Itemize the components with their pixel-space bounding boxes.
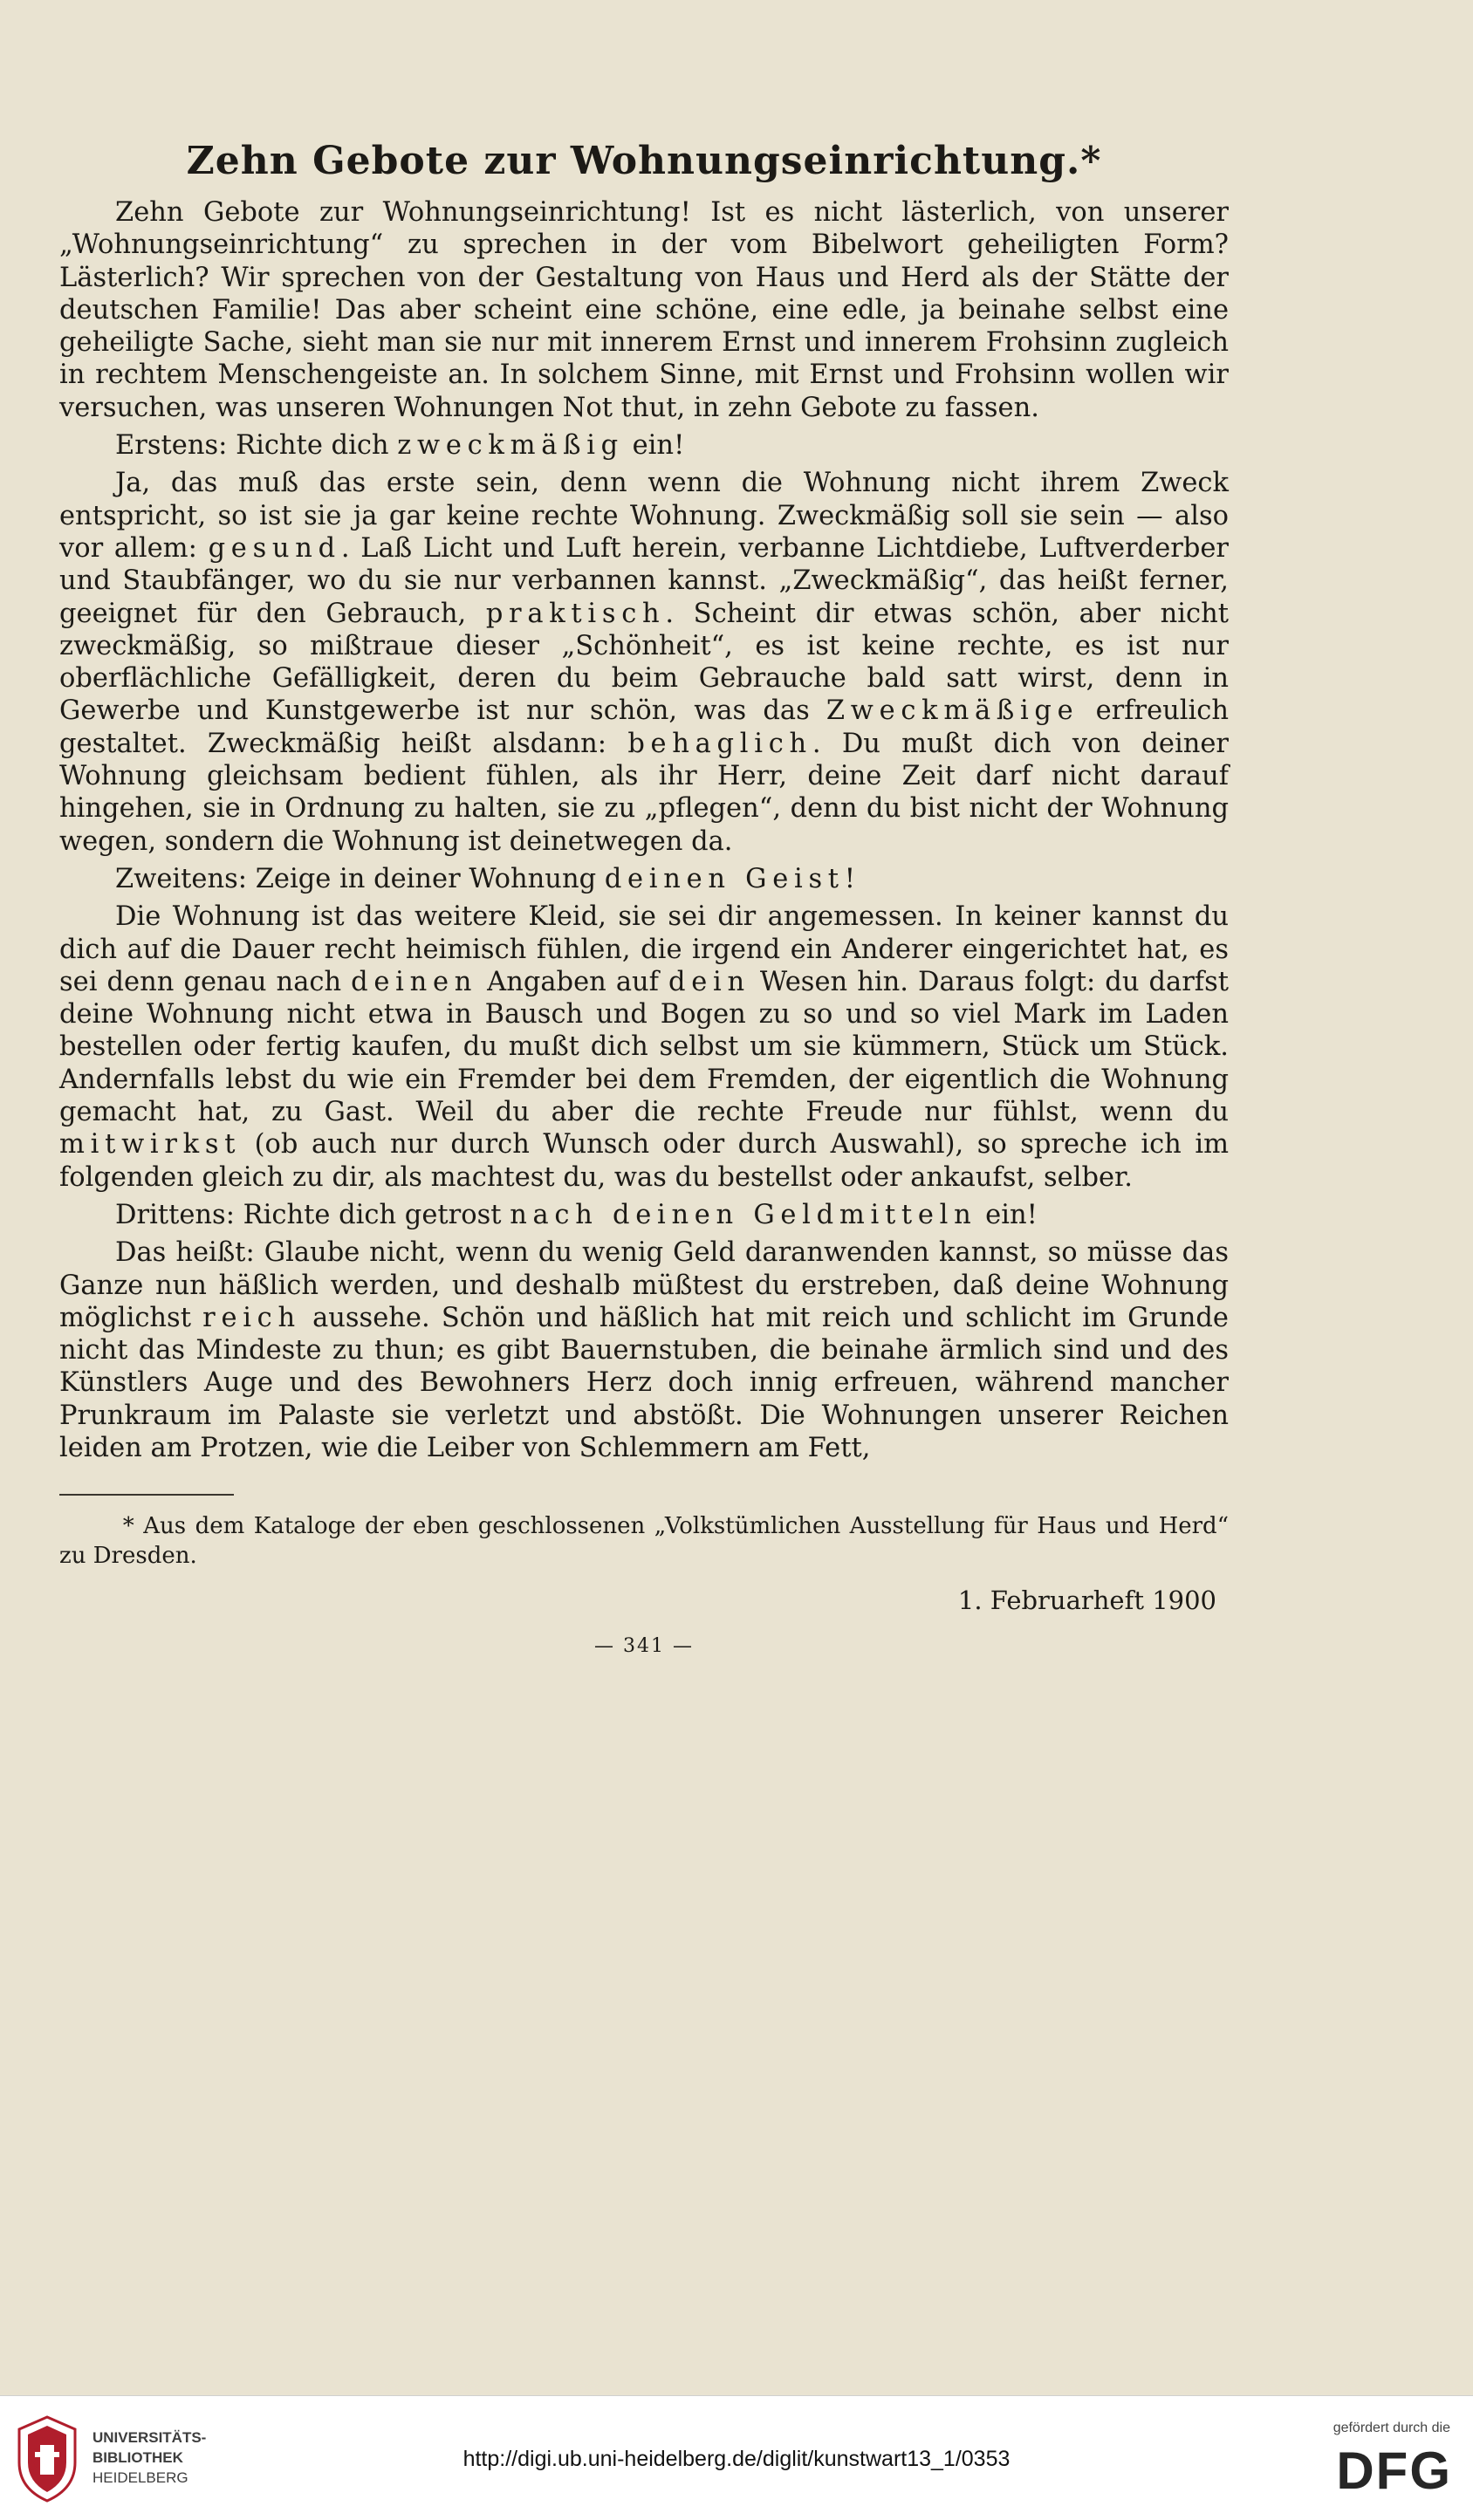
emphasis-text: mitwirkst [59, 1129, 242, 1161]
first-commandment-paragraph [59, 467, 1229, 858]
issue-date: 1. Februarheft 1900 [957, 1585, 1216, 1615]
institution-line: HEIDELBERG [92, 2469, 188, 2486]
footnote-divider [59, 1494, 234, 1496]
footnote: * Aus dem Kataloge der eben geschlossenen „Volkstümlichen Ausstellung für Haus und Herd“ zu Dresden. [59, 1512, 1229, 1569]
intro-paragraph: Zehn Gebote zur Wohnungseinrichtung! Ist es nicht lästerlich, von unserer „Wohnungseinrichtung“ zu sprechen in der vom Bibelwort geheiligten Form? Lästerlich? Wir sprechen von der Gestaltung von Haus und Herd als der Stätte der deutschen Familie! Das aber scheint eine schöne, eine edle, ja beinahe selbst eine geheiligte Sache, sieht man sie nur mit innerem Ernst und innerem Frohsinn zugleich in rechtem Menschengeiste an. In solchem Sinne, mit Ernst und Frohsinn wollen wir versuchen, was unseren Wohnungen Not thut, in zehn Gebote zu fassen. [59, 197, 1229, 423]
funding-caption: gefördert durch die [1333, 2421, 1450, 2435]
body-text: . Scheint dir etwas schön, aber nicht zweckmäßig, so mißtraue dieser „Schönheit“, es ist keine rechte, es ist nur oberflächliche Gefälligkeit, deren du beim Gebrauche bald satt wirst, denn in Gewerbe und Kunstgewerbe ist nur schön, was das [59, 598, 1229, 727]
emphasis-text: reich [202, 1302, 301, 1333]
institution-line: UNIVERSITÄTS- [92, 2429, 207, 2446]
digitization-footer [0, 2395, 1473, 2520]
emphasis-text: nach deinen Geldmitteln [510, 1199, 977, 1230]
heading-text: Erstens: Richte dich [115, 430, 398, 462]
heading-text: ! [844, 863, 856, 894]
heading-text: Zweitens: Zeige in deiner Wohnung [115, 863, 605, 894]
text-column [59, 135, 1229, 1657]
first-commandment-heading [59, 429, 1229, 462]
emphasis-text: Zweckmäßige [826, 695, 1079, 727]
page-number: — 341 — [594, 1634, 694, 1657]
body-text: aussehe. Schön und häßlich hat mit reich und schlicht im Grunde nicht das Mindeste zu thun; es gibt Bauernstuben, die beinahe ärmlich sind und des Künstlers Auge und des Bewohners Herz doch innig erfreuen, während mancher Prunkraum im Palaste sie verletzt und abstößt. Die Wohnungen unserer Reichen leiden am Protzen, wie die Leiber von Schlemmern am Fett, [59, 1302, 1229, 1463]
emphasis-text: praktisch [485, 598, 666, 629]
emphasis-text: deinen Geist [604, 863, 845, 894]
emphasis-text: gesund [208, 532, 341, 564]
body-text: . Du mußt dich von deiner Wohnung gleichsam bedient fühlen, als ihr Herr, deine Zeit darf nicht darauf hingehen, sie in Ordnung zu halten, sie zu „pflegen“, denn du bist nicht der Wohnung wegen, sondern die Wohnung ist deinetwegen da. [59, 728, 1229, 857]
dfg-logo: DFG [1336, 2441, 1452, 2500]
third-commandment-paragraph [59, 1236, 1229, 1464]
body-text: (ob auch nur durch Wunsch oder durch Auswahl), so spreche ich im folgenden gleich zu dir, als machtest du, was du bestellst oder ankaufst, selber. [59, 1129, 1229, 1193]
emphasis-text: dein [668, 966, 750, 997]
body-text: erfreulich gestaltet. Zweckmäßig heißt alsdann: [59, 695, 1230, 759]
heading-text: Drittens: Richte dich getrost [115, 1199, 510, 1230]
body-text: Wesen hin. Daraus folgt: du darfst deine Wohnung nicht etwa in Bausch und Bogen zu so und so viel Mark im Laden bestellen oder fertig kaufen, du mußt dich selbst um sie kümmern, Stück um Stück. Andernfalls lebst du wie ein Fremder bei dem Fremden, der eigentlich die Wohnung gemacht hat, zu Gast. Weil du aber die rechte Freude nur fühlst, wenn du [59, 966, 1230, 1128]
emphasis-text: zweckmäßig [397, 430, 624, 462]
body-text: . Laß Licht und Luft herein, verbanne Lichtdiebe, Luftverderber und Staubfänger, wo du sie nur verbannen kannst. „Zweckmäßig“, das heißt ferner, geeignet für den Gebrauch, [59, 532, 1229, 629]
emphasis-text: deinen [351, 966, 478, 997]
heading-text: ein! [976, 1199, 1038, 1230]
third-commandment-heading [59, 1199, 1229, 1231]
body-text: Die Wohnung ist das weitere Kleid, sie sei dir angemessen. In keiner kannst du dich auf die Dauer recht heimisch fühlen, die irgend ein Anderer eingerichtet hat, es sei denn genau nach [59, 901, 1229, 997]
second-commandment-heading [59, 863, 1229, 895]
article-title: Zehn Gebote zur Wohnungseinrichtung.* [186, 139, 1102, 183]
body-text: Das heißt: Glaube nicht, wenn du wenig Geld daranwenden kannst, so müsse das Ganze nun häßlich werden, und deshalb müßtest du erstreben, daß deine Wohnung möglichst [59, 1237, 1229, 1333]
second-commandment-paragraph [59, 900, 1229, 1194]
permalink-url[interactable]: http://digi.ub.uni-heidelberg.de/diglit/kunstwart13_1/0353 [462, 2447, 1011, 2471]
body-text: Angaben auf [477, 966, 669, 997]
body-text: Ja, das muß das erste sein, denn wenn die Wohnung nicht ihrem Zweck entspricht, so ist sie ja gar keine rechte Wohnung. Zweckmäßig soll sie sein — also vor allem: [59, 468, 1229, 564]
institution-line: BIBLIOTHEK [92, 2449, 183, 2466]
emphasis-text: behaglich [627, 728, 812, 759]
heading-text: ein! [623, 430, 685, 462]
